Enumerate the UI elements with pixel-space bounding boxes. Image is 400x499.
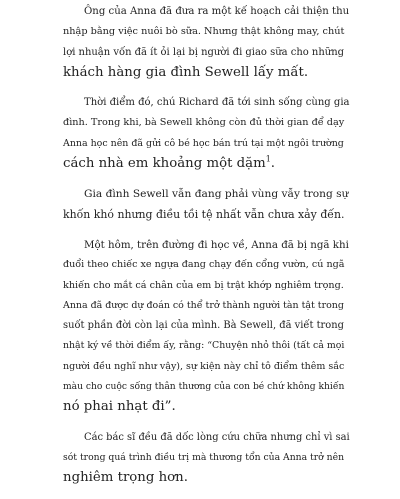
text-line-with-footnote xyxy=(63,154,346,174)
text-line: khách hàng gia đình Sewell lấy mất. xyxy=(63,64,309,80)
text-line: nghiêm trọng hơn. xyxy=(63,470,188,486)
text-line: Thời điểm đó, chú Richard đã tới sinh sống cùng gia xyxy=(84,97,350,109)
text-line: nhập bằng việc nuôi bò sữa. Nhưng thật không may, chút xyxy=(63,26,345,38)
text-fragment: cách nhà em khoảng một dặm xyxy=(63,156,266,172)
text-line: lợi nhuận vốn đã ít ỏi lại bị người đi giao sữa cho những xyxy=(63,46,344,58)
text-line: Anna đã được dự đoán có thể trở thành người tàn tật trong xyxy=(63,299,344,311)
text-line: suốt phần đời còn lại của mình. Bà Sewell, đã viết trong xyxy=(63,320,344,332)
text-line: người đều nghĩ như vậy), sự kiện này chỉ tô điểm thêm sắc xyxy=(63,360,345,372)
paragraph-5 xyxy=(63,428,350,489)
text-line: khiến cho mắt cá chân của em bị trật khớp nghiêm trọng. xyxy=(63,279,344,291)
paragraph-4 xyxy=(63,235,349,418)
text-line: đình. Trong khi, bà Sewell không còn đủ thời gian để dạy xyxy=(63,117,345,129)
text-line: nó phai nhạt đi”. xyxy=(63,399,176,415)
paragraph-3 xyxy=(63,184,349,225)
text-line: nhật ký về thời điểm ấy, rằng: “Chuyện nhỏ thôi (tất cả mọi xyxy=(63,340,345,352)
text-body xyxy=(63,2,350,499)
footnote-mark[interactable]: 1 xyxy=(265,154,271,164)
text-line: Các bác sĩ đều đã dốc lòng cứu chữa nhưng chỉ vì sai xyxy=(84,431,350,443)
text-line: khốn khó nhưng điều tồi tệ nhất vẫn chưa xảy đến. xyxy=(63,207,345,221)
text-line: Một hôm, trên đường đi học về, Anna đã bị ngã khi xyxy=(84,238,349,251)
text-line: sót trong quá trình điều trị mà thương tổn của Anna trở nên xyxy=(63,451,345,463)
text-line: Ông của Anna đã đưa ra một kế hoạch cải thiện thu xyxy=(84,6,350,17)
text-line: màu cho cuộc sống thân thương của con bé chứ không khiến xyxy=(63,382,345,393)
text-line: đuổi theo chiếc xe ngựa đang chạy đến cổng vườn, cú ngã xyxy=(63,259,345,271)
paragraph-1 xyxy=(63,2,350,83)
paragraph-2 xyxy=(63,93,350,174)
text-fragment: . xyxy=(270,156,276,172)
text-line: Anna học nên đã gửi cô bé học bán trú tại một ngôi trường xyxy=(63,137,344,149)
text-line: Gia đình Sewell vẫn đang phải vùng vẫy trong sự xyxy=(84,187,349,201)
